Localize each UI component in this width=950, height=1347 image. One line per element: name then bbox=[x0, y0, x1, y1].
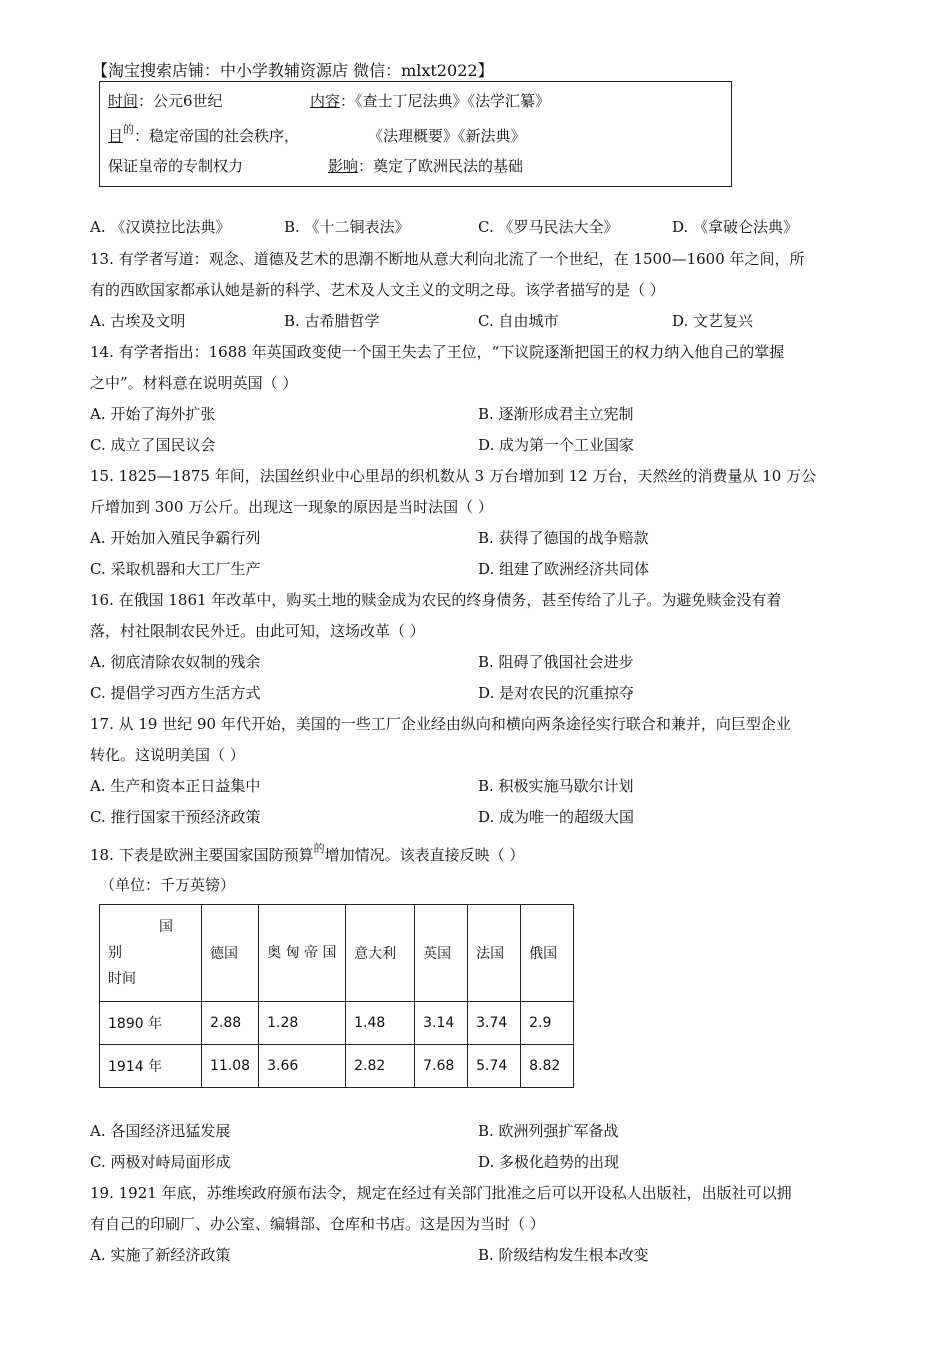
q17-option-b[interactable]: B. 积极实施马歇尔计划 bbox=[478, 777, 634, 795]
row-year-1890: 1890 年 bbox=[100, 1002, 202, 1045]
q12-option-c[interactable]: C. 《罗马民法大全》 bbox=[478, 218, 619, 236]
info-box bbox=[99, 81, 732, 187]
impact-field: 影响：奠定了欧洲民法的基础 bbox=[328, 157, 524, 175]
q13-option-c[interactable]: C. 自由城市 bbox=[478, 312, 559, 330]
q13-option-d[interactable]: D. 文艺复兴 bbox=[672, 312, 754, 330]
q17-option-c[interactable]: C. 推行国家干预经济政策 bbox=[90, 808, 261, 826]
col-header-britain: 英国 bbox=[415, 905, 468, 1002]
table-header-row bbox=[100, 905, 574, 1002]
shop-header: 【淘宝搜索店铺：中小学教辅资源店 微信：mlxt2022】 bbox=[92, 61, 494, 80]
q14-stem-line-2: 之中”。材料意在说明英国（ ） bbox=[90, 374, 298, 392]
cell-1914-germany: 11.08 bbox=[202, 1045, 259, 1088]
cell-1914-france: 5.74 bbox=[468, 1045, 521, 1088]
cell-1914-russia: 8.82 bbox=[521, 1045, 574, 1088]
question-13 bbox=[90, 244, 860, 337]
col-header-russia: 俄国 bbox=[521, 905, 574, 1002]
table-row bbox=[100, 1045, 574, 1088]
question-12 bbox=[90, 212, 860, 243]
q19-option-b[interactable]: B. 阶级结构发生根本改变 bbox=[478, 1246, 649, 1264]
q18-unit-note: （单位：千万英镑） bbox=[100, 876, 236, 894]
cell-1890-austria-hungary: 1.28 bbox=[259, 1002, 346, 1045]
cell-1890-france: 3.74 bbox=[468, 1002, 521, 1045]
q15-option-b[interactable]: B. 获得了德国的战争赔款 bbox=[478, 529, 649, 547]
purpose-field: 目$^的$：稳定帝国的社会秩序， bbox=[108, 123, 300, 145]
question-15 bbox=[90, 461, 860, 585]
q13-options bbox=[90, 306, 860, 337]
question-18 bbox=[90, 840, 860, 871]
q17-option-d[interactable]: D. 成为唯一的超级大国 bbox=[478, 808, 635, 826]
q14-option-c[interactable]: C. 成立了国民议会 bbox=[90, 436, 216, 454]
q19-options-row-1 bbox=[90, 1240, 860, 1271]
q17-options-row-1 bbox=[90, 771, 860, 802]
q14-options-row-2 bbox=[90, 430, 860, 461]
q16-options-row-2 bbox=[90, 678, 860, 709]
q14-options-row-1 bbox=[90, 399, 860, 430]
q16-option-d[interactable]: D. 是对农民的沉重掠夺 bbox=[478, 684, 635, 702]
q14-stem-line-1: 14. 有学者指出：1688 年英国政变使一个国王失去了王位，“下议院逐渐把国王的权力纳入他自己的掌握 bbox=[90, 343, 785, 361]
question-14 bbox=[90, 337, 860, 461]
q13-stem-line-2: 有的西欧国家都承认她是新的科学、艺术及人文主义的文明之母。该学者描写的是（ ） bbox=[90, 281, 665, 299]
cell-1890-italy: 1.48 bbox=[346, 1002, 415, 1045]
q12-options bbox=[90, 212, 860, 243]
question-16 bbox=[90, 585, 860, 709]
q13-option-a[interactable]: A. 古埃及文明 bbox=[90, 312, 186, 330]
q18-options-row-2 bbox=[90, 1147, 860, 1178]
q15-options-row-1 bbox=[90, 523, 860, 554]
question-19 bbox=[90, 1178, 860, 1271]
q12-option-b[interactable]: B. 《十二铜表法》 bbox=[284, 218, 410, 236]
q18-option-a[interactable]: A. 各国经济迅猛发展 bbox=[90, 1122, 231, 1140]
q14-option-b[interactable]: B. 逐渐形成君主立宪制 bbox=[478, 405, 634, 423]
q15-stem-line-2: 斤增加到 300 万公斤。出现这一现象的原因是当时法国（ ） bbox=[90, 498, 493, 516]
content-field: 内容：《查士丁尼法典》《法学汇纂》 bbox=[310, 92, 551, 110]
cell-1890-germany: 2.88 bbox=[202, 1002, 259, 1045]
q15-stem-line-1: 15. 1825—1875 年间，法国丝织业中心里昂的织机数从 3 万台增加到 12 万台，天然丝的消费量从 10 万公 bbox=[90, 467, 817, 485]
q16-option-c[interactable]: C. 提倡学习西方生活方式 bbox=[90, 684, 261, 702]
q12-option-d[interactable]: D. 《拿破仑法典》 bbox=[672, 218, 799, 236]
table-corner-cell: 国 别 时间 bbox=[100, 905, 202, 1002]
q16-option-b[interactable]: B. 阻碍了俄国社会进步 bbox=[478, 653, 634, 671]
q15-option-c[interactable]: C. 采取机器和大工厂生产 bbox=[90, 560, 261, 578]
col-header-austria-hungary: 奥 匈 帝 国 bbox=[259, 905, 346, 1002]
defense-budget-table bbox=[99, 904, 574, 1088]
q13-option-b[interactable]: B. 古希腊哲学 bbox=[284, 312, 380, 330]
q15-option-a[interactable]: A. 开始加入殖民争霸行列 bbox=[90, 529, 261, 547]
q19-stem-line-2: 有自己的印刷厂、办公室、编辑部、仓库和书店。这是因为当时（ ） bbox=[90, 1215, 545, 1233]
time-field: 时间：公元6世纪 bbox=[108, 92, 223, 110]
col-header-italy: 意大利 bbox=[346, 905, 415, 1002]
purpose-field-cont: 保证皇帝的专制权力 bbox=[108, 157, 244, 175]
q17-stem-line-1: 17. 从 19 世纪 90 年代开始，美国的一些工厂企业经由纵向和横向两条途径实行联合和兼并，向巨型企业 bbox=[90, 715, 791, 733]
q18-stem: 18. 下表是欧洲主要国家国防预算$^的$增加情况。该表直接反映（ ） bbox=[90, 842, 525, 864]
q15-options-row-2 bbox=[90, 554, 860, 585]
q15-option-d[interactable]: D. 组建了欧洲经济共同体 bbox=[478, 560, 650, 578]
q19-option-a[interactable]: A. 实施了新经济政策 bbox=[90, 1246, 231, 1264]
cell-1914-italy: 2.82 bbox=[346, 1045, 415, 1088]
content-field-cont: 《法理概要》《新法典》 bbox=[368, 127, 526, 145]
cell-1890-russia: 2.9 bbox=[521, 1002, 574, 1045]
q18-option-d[interactable]: D. 多极化趋势的出现 bbox=[478, 1153, 620, 1171]
cell-1890-britain: 3.14 bbox=[415, 1002, 468, 1045]
row-year-1914: 1914 年 bbox=[100, 1045, 202, 1088]
q16-stem-line-2: 落，村社限制农民外迁。由此可知，这场改革（ ） bbox=[90, 622, 425, 640]
cell-1914-austria-hungary: 3.66 bbox=[259, 1045, 346, 1088]
q17-options-row-2 bbox=[90, 802, 860, 833]
q16-option-a[interactable]: A. 彻底清除农奴制的残余 bbox=[90, 653, 261, 671]
q17-option-a[interactable]: A. 生产和资本正日益集中 bbox=[90, 777, 261, 795]
col-header-germany: 德国 bbox=[202, 905, 259, 1002]
cell-1914-britain: 7.68 bbox=[415, 1045, 468, 1088]
q16-stem-line-1: 16. 在俄国 1861 年改革中，购买土地的赎金成为农民的终身债务，甚至传给了儿子。为避免赎金没有着 bbox=[90, 591, 782, 609]
question-18-options bbox=[90, 1116, 860, 1178]
q13-stem-line-1: 13. 有学者写道：观念、道德及艺术的思潮不断地从意大利向北流了一个世纪，在 1500—1600 年之间，所 bbox=[90, 250, 805, 268]
q17-stem-line-2: 转化。这说明美国（ ） bbox=[90, 746, 245, 764]
q16-options-row-1 bbox=[90, 647, 860, 678]
table-row bbox=[100, 1002, 574, 1045]
q18-option-b[interactable]: B. 欧洲列强扩军备战 bbox=[478, 1122, 619, 1140]
q12-option-a[interactable]: A. 《汉谟拉比法典》 bbox=[90, 218, 231, 236]
q14-option-d[interactable]: D. 成为第一个工业国家 bbox=[478, 436, 635, 454]
q14-option-a[interactable]: A. 开始了海外扩张 bbox=[90, 405, 216, 423]
question-17 bbox=[90, 709, 860, 833]
q19-stem-line-1: 19. 1921 年底，苏维埃政府颁布法令，规定在经过有关部门批准之后可以开设私人出版社，出版社可以拥 bbox=[90, 1184, 792, 1202]
q18-option-c[interactable]: C. 两极对峙局面形成 bbox=[90, 1153, 231, 1171]
col-header-france: 法国 bbox=[468, 905, 521, 1002]
q18-options-row-1 bbox=[90, 1116, 860, 1147]
